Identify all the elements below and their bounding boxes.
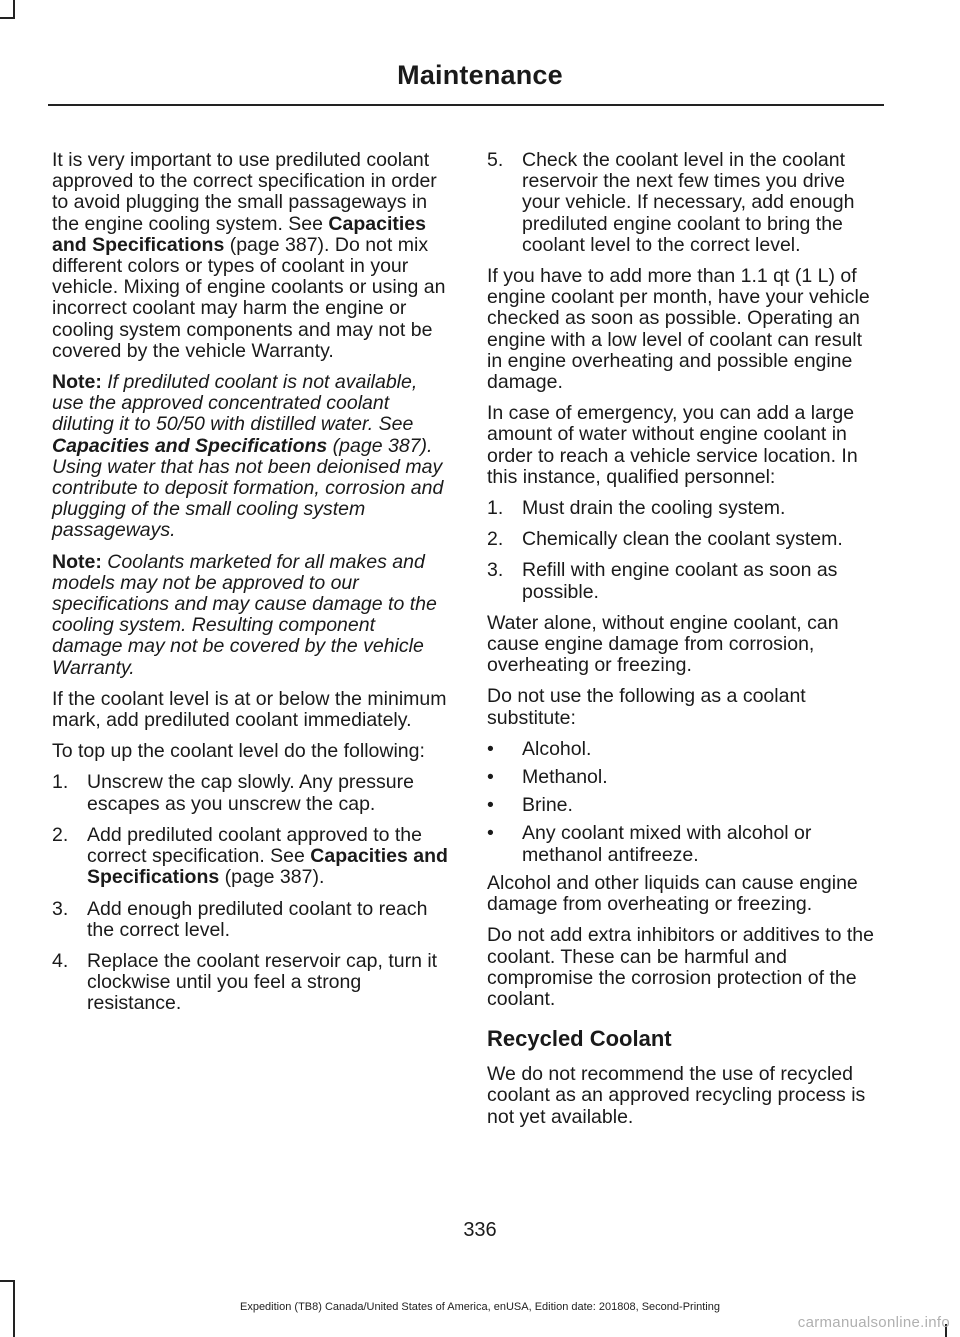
recycled-paragraph: We do not recommend the use of recycled coolant as an approved recycling process is not yet available. — [487, 1063, 866, 1128]
left-column — [52, 150, 448, 1025]
note-coolants-marketed: Note: Coolants marketed for all makes and models may not be approved to our specifications and may cause damage to the cooling system. Resulting component damage may not be covered by the vehicle Warranty. — [52, 550, 437, 679]
list-item: 3. Refill with engine coolant as soon as possible. — [487, 559, 838, 603]
list-item: 4. Replace the coolant reservoir cap, turn it clockwise until you feel a strong resistance. — [52, 949, 438, 1015]
crop-mark-bottom-left-h — [0, 1280, 15, 1282]
list-item: • Any coolant mixed with alcohol or methanol antifreeze. — [487, 822, 812, 866]
top-up-steps-continued — [487, 150, 881, 256]
list-item: • Methanol. — [487, 766, 608, 789]
recycled-coolant-heading: Recycled Coolant — [487, 1026, 672, 1052]
capacities-link[interactable]: Capacities and Specifications — [52, 212, 426, 256]
inhibitors-paragraph: Do not add extra inhibitors or additives to the coolant. These can be harmful and compromise the corrosion protection of the coolant. — [487, 924, 874, 1010]
watermark: carmanualsonline.info — [797, 1314, 950, 1331]
min-mark-paragraph: If the coolant level is at or below the minimum mark, add prediluted coolant immediately. — [52, 687, 447, 732]
list-item: 3. Add enough prediluted coolant to reach the correct level. — [52, 897, 428, 941]
right-column — [487, 150, 881, 1138]
capacities-link[interactable]: Capacities and Specifications — [52, 434, 328, 457]
substitute-intro: Do not use the following as a coolant substitute: — [487, 685, 806, 729]
substitute-list — [487, 739, 881, 866]
top-up-intro: To top up the coolant level do the following: — [52, 740, 425, 763]
list-item: • Alcohol. — [487, 737, 592, 760]
top-up-steps — [52, 772, 448, 1014]
note-label: Note: — [52, 550, 102, 573]
add-more-paragraph: If you have to add more than 1.1 qt (1 L) of engine coolant per month, have your vehicle checked as soon as possible. Operating an engine with a low level of coolant can result in engine overheating and possible engine damage. — [487, 265, 870, 394]
page-title: Maintenance — [397, 60, 563, 90]
list-item: 1. Must drain the cooling system. — [487, 497, 786, 520]
list-item: 2. Add prediluted coolant approved to the correct specification. See Capacities and Specifications (page 387). — [52, 823, 448, 889]
liquids-paragraph: Alcohol and other liquids can cause engine damage from overheating or freezing. — [487, 871, 858, 916]
list-item: 2. Chemically clean the coolant system. — [487, 528, 843, 551]
list-item: • Brine. — [487, 794, 573, 817]
personnel-steps — [487, 498, 881, 603]
page-number: 336 — [463, 1219, 497, 1241]
header-divider — [48, 104, 884, 106]
coolant-intro-paragraph: It is very important to use prediluted coolant approved to the correct specification in order to avoid plugging the small passageways in the engine cooling system. See Capacities and Specifications (page 387). Do not mix different colors or types of coolant in your vehicle. Mixing of engine coolants or using an incorrect coolant may harm the engine or cooling system components and may not be covered by the vehicle Warranty. — [52, 149, 446, 362]
footer-edition: Expedition (TB8) Canada/United States of America, enUSA, Edition date: 201808, Second-Printing — [239, 1301, 720, 1313]
crop-mark-top-left-h — [0, 17, 15, 19]
list-item: 5. Check the coolant level in the coolant reservoir the next few times you drive your vehicle. If necessary, add enough prediluted engine coolant to bring the coolant level to the correct level. — [487, 149, 855, 256]
capacities-link[interactable]: Capacities and Specifications — [87, 845, 448, 889]
list-item: 1. Unscrew the cap slowly. Any pressure escapes as you unscrew the cap. — [52, 771, 414, 815]
water-alone-paragraph: Water alone, without engine coolant, can cause engine damage from corrosion, overheating or freezing. — [487, 611, 839, 677]
note-prediluted: Note: If prediluted coolant is not available, use the approved concentrated coolant diluting it to 50/50 with distilled water. See Capacities and Specifications (page 387). Using water that has not been deionised may contribute to deposit formation, corrosion and plugging of the small cooling system passageways. — [52, 371, 444, 542]
crop-mark-top-left — [13, 0, 15, 17]
note-label: Note: — [52, 371, 102, 394]
emergency-paragraph: In case of emergency, you can add a large amount of water without engine coolant in order to reach a vehicle service location. In this instance, qualified personnel: — [487, 402, 858, 488]
